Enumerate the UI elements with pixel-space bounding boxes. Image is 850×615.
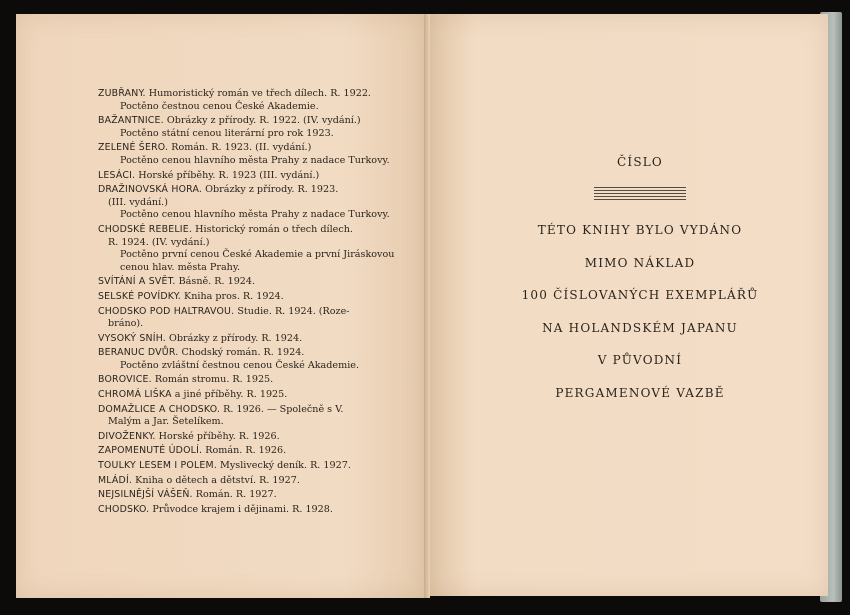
bibliography-list — [98, 88, 398, 518]
bibliography-entry — [98, 374, 398, 387]
colophon-line: V PŮVODNÍ — [597, 353, 683, 367]
entry-text: a jiné příběhy. R. 1925. — [171, 389, 288, 401]
entry-text: Román stromu. R. 1925. — [151, 374, 274, 386]
entry-text: Humoristický román ve třech dílech. R. 1922. — [145, 88, 371, 99]
colophon-label: ČÍSLO — [617, 155, 663, 169]
entry-title: TOULKY LESEM I POLEM. — [98, 460, 217, 472]
entry-title: VYSOKÝ SNÍH. — [98, 332, 166, 344]
entry-title: DIVOŽENKY. — [98, 430, 156, 442]
entry-continuation: R. 1924. (IV. vydání.) — [108, 236, 210, 248]
entry-title: SELSKÉ POVÍDKY. — [98, 290, 181, 302]
entry-text: Román. R. 1927. — [192, 489, 277, 501]
bibliography-entry — [98, 333, 398, 346]
bibliography-entry — [98, 445, 398, 458]
bibliography-entry — [98, 291, 398, 304]
bibliography-entry — [98, 88, 398, 113]
bibliography-entry — [98, 460, 398, 473]
entry-text: Myslivecký deník. R. 1927. — [217, 460, 351, 472]
entry-title: SVÍTÁNÍ A SVĚT. — [98, 276, 176, 288]
colophon-line: NA HOLANDSKÉM JAPANU — [542, 320, 738, 335]
entry-text: Román. R. 1923. (II. vydání.) — [168, 142, 312, 154]
entry-title: BERANUC DVŮR. — [98, 347, 179, 359]
bibliography-entry — [98, 431, 398, 444]
entry-text: Horské příběhy. R. 1923 (III. vydání.) — [135, 169, 320, 181]
entry-title: DOMAŽLICE A CHODSKO. — [98, 403, 221, 415]
entry-continuation: Malým a Jar. Šetelíkem. — [108, 416, 224, 428]
entry-title: ZUBŘANY. — [98, 88, 146, 99]
entry-continuation: bráno). — [108, 318, 144, 330]
entry-text: Kniha pros. R. 1924. — [180, 290, 284, 302]
colophon-line: TÉTO KNIHY BYLO VYDÁNO — [537, 223, 743, 237]
entry-title: NEJSILNĚJŠÍ VÁŠEŇ. — [98, 489, 193, 501]
entry-note: Poctěno první cenou České Akademie a první Jiráskovou — [120, 249, 395, 261]
entry-title: LESÁCI. — [98, 169, 136, 181]
entry-title: BAŽANTNICE. — [98, 115, 164, 127]
colophon — [500, 155, 780, 418]
bibliography-entry — [98, 306, 398, 331]
bibliography-entry — [98, 489, 398, 502]
bibliography-entry — [98, 115, 398, 140]
entry-note: Poctěno čestnou cenou České Akademie. — [120, 100, 319, 112]
bibliography-entry — [98, 404, 398, 429]
colophon-line: 100 ČÍSLOVANÝCH EXEMPLÁŘŮ — [521, 288, 759, 302]
bibliography-entry — [98, 389, 398, 402]
bibliography-entry — [98, 142, 398, 167]
entry-title: ZELENÉ ŠERO. — [98, 142, 169, 154]
entry-text: Básně. R. 1924. — [175, 276, 256, 288]
entry-title: CHODSKO POD HALTRAVOU. — [98, 305, 235, 317]
entry-text: Kniha o dětech a dětství. R. 1927. — [132, 474, 300, 486]
entry-text: Obrázky z přírody. R. 1923. — [202, 184, 339, 196]
number-blank-line — [594, 187, 686, 201]
bibliography-entry — [98, 224, 398, 274]
book-gutter — [424, 14, 430, 598]
bibliography-entry — [98, 170, 398, 183]
bibliography-entry — [98, 184, 398, 222]
entry-note: Poctěno cenou hlavního města Prahy z nadace Turkovy. — [120, 154, 390, 166]
bibliography-entry — [98, 347, 398, 372]
entry-text: Román. R. 1926. — [202, 445, 287, 457]
entry-title: CHODSKÉ REBELIE. — [98, 223, 193, 235]
entry-title: BOROVICE. — [98, 374, 152, 386]
entry-title: CHROMÁ LIŠKA — [98, 389, 172, 401]
entry-title: MLÁDÍ. — [98, 474, 133, 486]
entry-note: Poctěno zvláštní čestnou cenou České Akademie. — [120, 359, 359, 371]
entry-text: Obrázky z přírody. R. 1924. — [165, 332, 303, 344]
entry-title: ZAPOMENUTÉ ÚDOLÍ. — [98, 445, 203, 457]
entry-text: Historický román o třech dílech. — [192, 223, 353, 235]
entry-note: Poctěno státní cenou literární pro rok 1923. — [120, 127, 334, 139]
entry-text: R. 1926. — Společně s V. — [220, 403, 344, 415]
entry-text: Obrázky z přírody. R. 1922. (IV. vydání.) — [163, 115, 361, 127]
entry-title: DRAŽINOVSKÁ HORA. — [98, 184, 203, 196]
entry-text: Studie. R. 1924. (Roze- — [234, 305, 350, 317]
entry-text: Horské příběhy. R. 1926. — [155, 430, 280, 442]
bibliography-entry — [98, 475, 398, 488]
entry-note: Poctěno cenou hlavního města Prahy z nadace Turkovy. — [120, 209, 390, 221]
entry-title: CHODSKO. — [98, 503, 150, 515]
entry-note: cenou hlav. města Prahy. — [120, 261, 241, 273]
bibliography-entry — [98, 276, 398, 289]
colophon-line: PERGAMENOVÉ VAZBĚ — [555, 385, 725, 400]
colophon-line: MIMO NÁKLAD — [584, 255, 696, 270]
bibliography-entry — [98, 504, 398, 517]
entry-text: Průvodce krajem i dějinami. R. 1928. — [149, 503, 333, 515]
entry-text: Chodský román. R. 1924. — [178, 347, 305, 359]
entry-continuation: (III. vydání.) — [108, 196, 168, 208]
